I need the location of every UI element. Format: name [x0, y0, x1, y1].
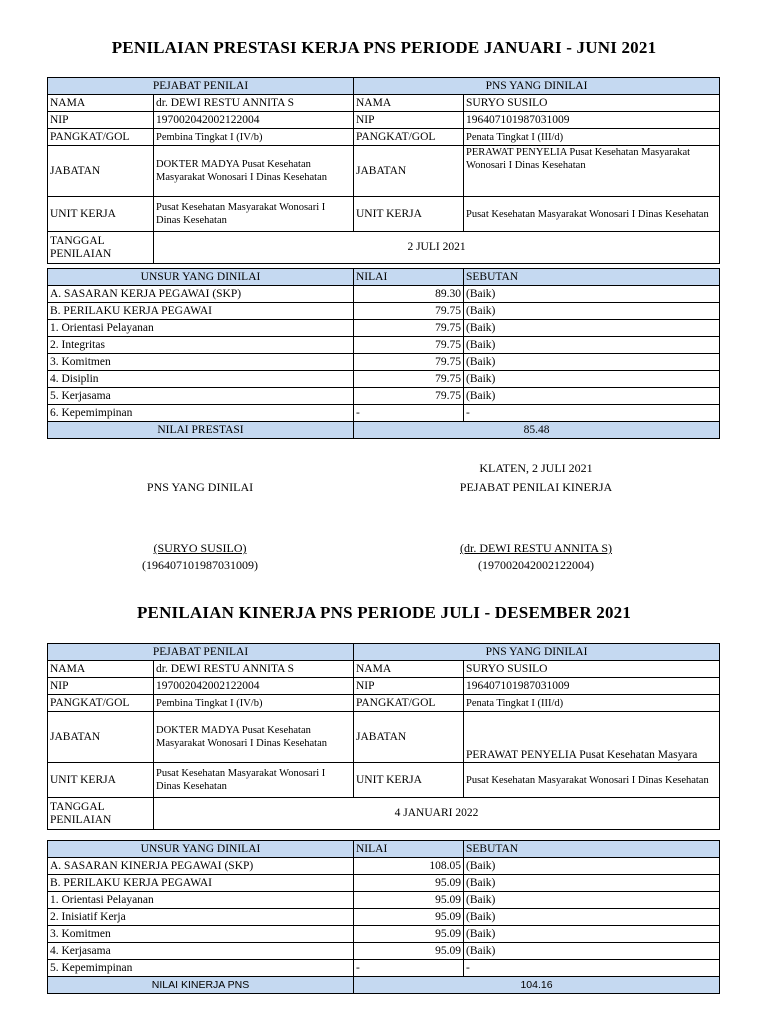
label-nip: NIP	[48, 112, 154, 129]
nilai-value: 79.75	[354, 337, 464, 354]
signature-right-role: PEJABAT PENILAI KINERJA	[459, 480, 613, 494]
col-unsur-header: UNSUR YANG DINILAI	[48, 269, 354, 286]
pejabat-header: PEJABAT PENILAI	[48, 78, 354, 95]
nilai-value: 79.75	[354, 303, 464, 320]
sebutan-value: (Baik)	[464, 926, 720, 943]
label-unit-kerja: UNIT KERJA	[354, 197, 464, 232]
sebutan-value: (Baik)	[464, 354, 720, 371]
pns-jabatan: PERAWAT PENYELIA Pusat Kesehatan Masyara	[464, 712, 720, 763]
col-nilai-header: NILAI	[354, 269, 464, 286]
sebutan-value: (Baik)	[464, 858, 720, 875]
nilai-value: 79.75	[354, 388, 464, 405]
unsur-label: 3. Komitmen	[48, 926, 354, 943]
unsur-label: 5. Kerjasama	[48, 388, 354, 405]
nilai-value: 95.09	[354, 892, 464, 909]
tanggal-penilaian: 2 JULI 2021	[154, 232, 720, 264]
label-jabatan: JABATAN	[354, 712, 464, 763]
pns-pangkat: Penata Tingkat I (III/d)	[464, 695, 720, 712]
label-tanggal: TANGGAL PENILAIAN	[48, 798, 154, 830]
label-nip: NIP	[354, 678, 464, 695]
sebutan-value: -	[464, 960, 720, 977]
pns-nama: SURYO SUSILO	[464, 95, 720, 112]
col-sebutan-header: SEBUTAN	[464, 841, 720, 858]
label-nama: NAMA	[48, 95, 154, 112]
sebutan-value: (Baik)	[464, 875, 720, 892]
unsur-label: 5. Kepemimpinan	[48, 960, 354, 977]
label-unit-kerja: UNIT KERJA	[354, 763, 464, 798]
sebutan-value: -	[464, 405, 720, 422]
nilai-value: 95.09	[354, 909, 464, 926]
sebutan-value: (Baik)	[464, 320, 720, 337]
label-nip: NIP	[48, 678, 154, 695]
signature-right-nip: (197002042002122004)	[478, 558, 594, 572]
pejabat-nip: 197002042002122004	[154, 678, 354, 695]
pejabat-unit-kerja: Pusat Kesehatan Masyarakat Wonosari I Dinas Kesehatan	[154, 763, 354, 798]
nilai-value: 95.09	[354, 875, 464, 892]
pejabat-header: PEJABAT PENILAI	[48, 644, 354, 661]
col-unsur-header: UNSUR YANG DINILAI	[48, 841, 354, 858]
section1-score-table	[47, 268, 720, 439]
pejabat-jabatan: DOKTER MADYA Pusat Kesehatan Masyarakat Wonosari I Dinas Kesehatan	[154, 712, 354, 763]
label-unit-kerja: UNIT KERJA	[48, 197, 154, 232]
unsur-label: 4. Kerjasama	[48, 943, 354, 960]
unsur-label: 6. Kepemimpinan	[48, 405, 354, 422]
nilai-value: 79.75	[354, 320, 464, 337]
pns-header: PNS YANG DINILAI	[354, 78, 720, 95]
pejabat-nama: dr. DEWI RESTU ANNITA S	[154, 95, 354, 112]
pejabat-nama: dr. DEWI RESTU ANNITA S	[154, 661, 354, 678]
nilai-value: 95.09	[354, 943, 464, 960]
total-label: NILAI PRESTASI	[48, 422, 354, 439]
unsur-label: B. PERILAKU KERJA PEGAWAI	[48, 875, 354, 892]
label-pangkat: PANGKAT/GOL	[48, 129, 154, 146]
nilai-value: 89.30	[354, 286, 464, 303]
section1-table	[47, 77, 720, 264]
sebutan-value: (Baik)	[464, 303, 720, 320]
label-jabatan: JABATAN	[48, 712, 154, 763]
unsur-label: 2. Inisiatif Kerja	[48, 909, 354, 926]
pns-nama: SURYO SUSILO	[464, 661, 720, 678]
pns-header: PNS YANG DINILAI	[354, 644, 720, 661]
label-nama: NAMA	[354, 661, 464, 678]
tanggal-penilaian: 4 JANUARI 2022	[154, 798, 720, 830]
pns-nip: 196407101987031009	[464, 112, 720, 129]
label-nama: NAMA	[354, 95, 464, 112]
signature-place-date: KLATEN, 2 JULI 2021	[479, 461, 593, 475]
pejabat-jabatan: DOKTER MADYA Pusat Kesehatan Masyarakat Wonosari I Dinas Kesehatan	[154, 146, 354, 197]
label-pangkat: PANGKAT/GOL	[48, 695, 154, 712]
label-tanggal: TANGGAL PENILAIAN	[48, 232, 154, 264]
sebutan-value: (Baik)	[464, 337, 720, 354]
col-nilai-header: NILAI	[354, 841, 464, 858]
label-nama: NAMA	[48, 661, 154, 678]
sebutan-value: (Baik)	[464, 943, 720, 960]
total-label: NILAI KINERJA PNS	[48, 977, 354, 994]
nilai-value: 95.09	[354, 926, 464, 943]
sebutan-value: (Baik)	[464, 371, 720, 388]
total-value: 104.16	[354, 977, 720, 994]
sebutan-value: (Baik)	[464, 286, 720, 303]
label-pangkat: PANGKAT/GOL	[354, 129, 464, 146]
label-jabatan: JABATAN	[48, 146, 154, 197]
nilai-value: -	[354, 405, 464, 422]
sebutan-value: (Baik)	[464, 909, 720, 926]
signature-left-role: PNS YANG DINILAI	[146, 480, 254, 494]
nilai-value: -	[354, 960, 464, 977]
pejabat-nip: 197002042002122004	[154, 112, 354, 129]
signature-left-name: (SURYO SUSILO)	[153, 541, 247, 555]
pejabat-pangkat: Pembina Tingkat I (IV/b)	[154, 129, 354, 146]
section2-score-table	[47, 840, 720, 994]
unsur-label: 1. Orientasi Pelayanan	[48, 320, 354, 337]
nilai-value: 79.75	[354, 354, 464, 371]
unsur-label: 3. Komitmen	[48, 354, 354, 371]
section2-title: PENILAIAN KINERJA PNS PERIODE JULI - DESEMBER 2021	[136, 603, 632, 622]
label-pangkat: PANGKAT/GOL	[354, 695, 464, 712]
section1-title: PENILAIAN PRESTASI KERJA PNS PERIODE JANUARI - JUNI 2021	[111, 38, 657, 57]
nilai-value: 108.05	[354, 858, 464, 875]
unsur-label: B. PERILAKU KERJA PEGAWAI	[48, 303, 354, 320]
pns-unit-kerja: Pusat Kesehatan Masyarakat Wonosari I Dinas Kesehatan	[464, 197, 720, 232]
sebutan-value: (Baik)	[464, 892, 720, 909]
nilai-value: 79.75	[354, 371, 464, 388]
label-unit-kerja: UNIT KERJA	[48, 763, 154, 798]
pns-pangkat: Penata Tingkat I (III/d)	[464, 129, 720, 146]
pns-jabatan: PERAWAT PENYELIA Pusat Kesehatan Masyarakat Wonosari I Dinas Kesehatan	[464, 146, 720, 197]
unsur-label: A. SASARAN KINERJA PEGAWAI (SKP)	[48, 858, 354, 875]
sebutan-value: (Baik)	[464, 388, 720, 405]
label-jabatan: JABATAN	[354, 146, 464, 197]
pns-unit-kerja: Pusat Kesehatan Masyarakat Wonosari I Dinas Kesehatan	[464, 763, 720, 798]
section2-table	[47, 643, 720, 830]
pejabat-pangkat: Pembina Tingkat I (IV/b)	[154, 695, 354, 712]
signature-left-nip: (196407101987031009)	[142, 558, 258, 572]
signature-right-name: (dr. DEWI RESTU ANNITA S)	[459, 541, 613, 555]
pns-nip: 196407101987031009	[464, 678, 720, 695]
total-value: 85.48	[354, 422, 720, 439]
unsur-label: 2. Integritas	[48, 337, 354, 354]
label-nip: NIP	[354, 112, 464, 129]
unsur-label: 4. Disiplin	[48, 371, 354, 388]
unsur-label: 1. Orientasi Pelayanan	[48, 892, 354, 909]
pejabat-unit-kerja: Pusat Kesehatan Masyarakat Wonosari I Dinas Kesehatan	[154, 197, 354, 232]
unsur-label: A. SASARAN KERJA PEGAWAI (SKP)	[48, 286, 354, 303]
col-sebutan-header: SEBUTAN	[464, 269, 720, 286]
